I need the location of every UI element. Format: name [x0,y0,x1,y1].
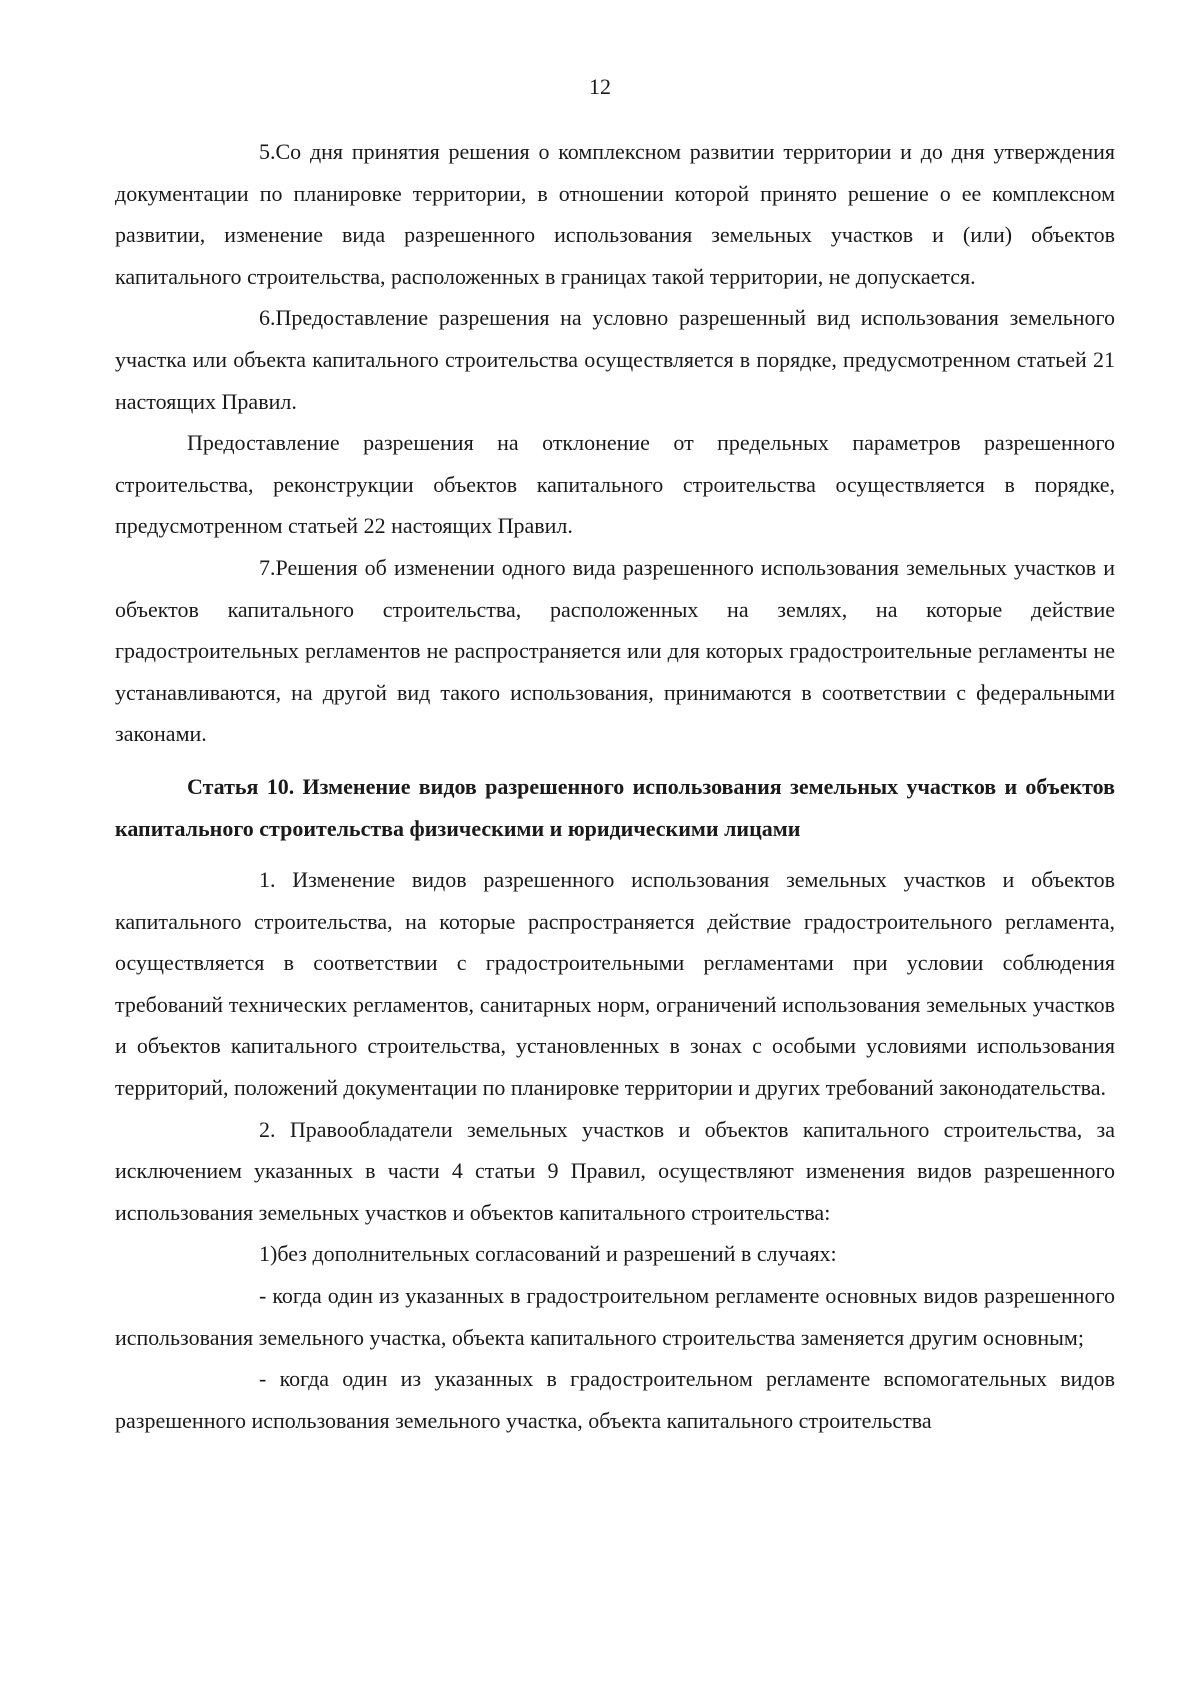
item-number: 1) [259,1241,278,1267]
item-number: 7. [259,554,276,580]
paragraph-item-7 [115,547,1115,755]
article-heading: Статья 10. Изменение видов разрешенного использования земельных участков и объектов капитального строительства физическими и юридическими лицами [115,773,1115,841]
paragraph-text: Изменение видов разрешенного использования земельных участков и объектов капитального строительства, на которые распространяется действие градостроительного регламента, осуществляется в соответствии с градостроительными регламентами при условии соблюдения требований технических регламентов, санитарных норм, ограничений использования земельных участков и объектов капитального строительства, установленных в зонах с особыми условиями использования территорий, положений документации по планировке территории и других требований законодательства. [115,867,1115,1101]
item-number: 5. [259,139,276,164]
item-number: 1. [259,867,276,893]
paragraph-text: Со дня принятия решения о комплексном развитии территории и до дня утверждения документации по планировке территории, в отношении которой принято решение о ее комплексном развитии, изменение вида разрешенного использования земельных участков и (или) объектов капитального строительства, расположенных в границах такой территории, не допускается. [115,139,1115,289]
paragraph-deviation-permit [115,422,1115,547]
document-body [115,131,1115,1441]
paragraph-text: Правообладатели земельных участков и объектов капитального строительства, за исключением указанных в части 4 статьи 9 Правил, осуществляют изменения видов разрешенного использования земельных участков и объектов капитального строительства: [115,1116,1115,1225]
item-number: 6. [259,305,276,331]
paragraph-text: Предоставление разрешения на отклонение от предельных параметров разрешенного строительства, реконструкции объектов капитального строительства осуществляется в порядке, предусмотренном статьей 22 настоящих Правил. [115,430,1115,539]
paragraph-dash-item [115,1358,1115,1441]
paragraph-text: когда один из указанных в градостроительном регламенте основных видов разрешенного использования земельного участка, объекта капитального строительства заменяется другим основным; [115,1283,1116,1350]
paragraph-text: когда один из указанных в градостроительном регламенте вспомогательных видов разрешенного использования земельного участка, объекта капитального строительства [115,1366,1116,1433]
paragraph-article-item-2 [115,1109,1115,1234]
paragraph-text: Предоставление разрешения на условно разрешенный вид использования земельного участка или объекта капитального строительства осуществляется в порядке, предусмотренном статьей 21 настоящих Правил. [115,305,1115,414]
paragraph-article-item-1 [115,859,1115,1109]
paragraph-text: без дополнительных согласований и разрешений в случаях: [277,1241,837,1267]
paragraph-item-6 [115,297,1115,422]
paragraph-dash-item [115,1275,1115,1358]
dash-marker: - [259,1283,267,1309]
paragraph-item-5 [115,131,1115,297]
item-number: 2. [259,1116,276,1142]
page-number: 12 [589,74,611,99]
paragraph-subitem-1 [115,1233,1115,1275]
dash-marker: - [259,1366,267,1392]
paragraph-text: Решения об изменении одного вида разрешенного использования земельных участков и объектов капитального строительства, расположенных на землях, на которые действие градостроительных регламентов не распространяется или для которых градостроительные регламенты не устанавливаются, на другой вид такого использования, принимаются в соответствии с федеральными законами. [115,554,1115,747]
